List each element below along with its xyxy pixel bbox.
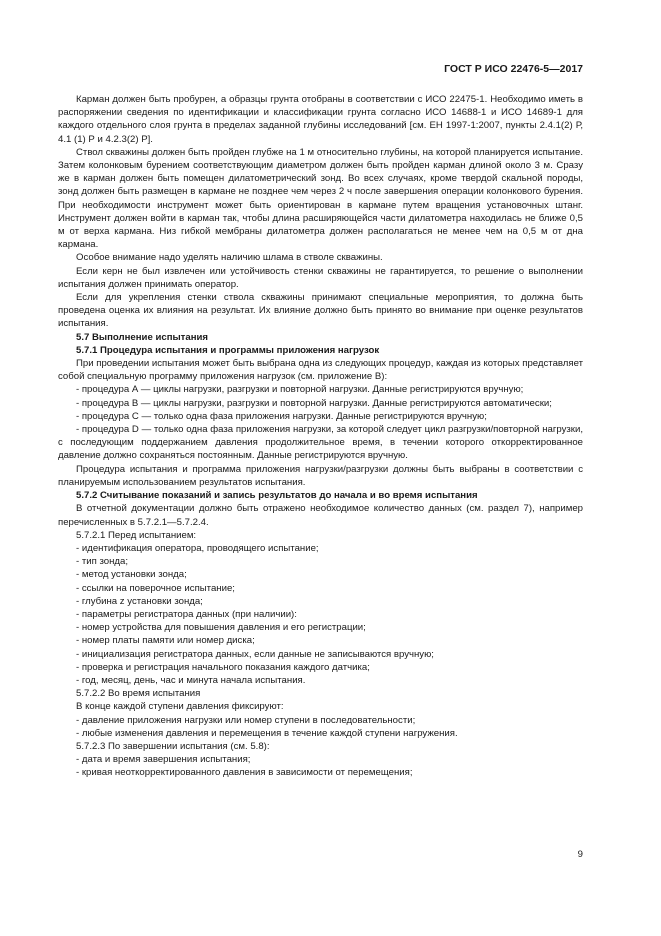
paragraph: Если для укрепления стенки ствола скважины принимают специальные мероприятия, то должна быть проведена оценка их влияния на результат. Их влияние должно быть принято во внимание при оценке результатов испытания. xyxy=(58,292,583,330)
paragraph: Процедура испытания и программа приложения нагрузки/разгрузки должны быть выбраны в соответствии с планируемым использованием результатов испытания. xyxy=(58,463,583,488)
list-item: - глубина z установки зонда; xyxy=(76,595,203,607)
procedure-item: - процедура А — циклы нагрузки, разгрузки и повторной нагрузки. Данные регистрируются вручную; xyxy=(76,384,524,396)
subsection-heading: 5.7.2 Считывание показаний и запись результатов до начала и во время испытания xyxy=(76,490,478,502)
list-item: - тип зонда; xyxy=(76,556,128,568)
list-item: - идентификация оператора, проводящего испытание; xyxy=(76,542,319,554)
clause-label: 5.7.2.3 По завершении испытания (см. 5.8): xyxy=(76,740,270,752)
paragraph: Ствол скважины должен быть пройден глубже на 1 м относительно глубины, на которой планируется испытание. Затем колонковым бурением соответствующим диаметром должен быть пройден карман длиной около 3 м. Сразу же в карман должен быть помещен дилатометрический зонд. Во всех случаях, кроме твердой скальной породы, зонд должен быть размещен в кармане не позднее чем через 2 ч после завершения операции колонкового бурения. При необходимости инструмент может быть ориентирован в кармане путем вращения установочных штанг. Инструмент должен войти в карман так, чтобы длина расширяющейся части дилатометра находилась не ближе 0,5 м от верха кармана. Низ гибкой мембраны дилатометра должен располагаться не менее чем на 0,5 м от дна кармана. xyxy=(58,146,583,251)
paragraph: Если керн не был извлечен или устойчивость стенки скважины не гарантируется, то решение о выполнении испытания должен принимать оператор. xyxy=(58,265,583,290)
paragraph: Карман должен быть пробурен, а образцы грунта отобраны в соответствии с ИСО 22475-1. Необходимо иметь в распоряжении сведения по идентификации и классификации грунта согласно ИСО 14688-1 и ИСО 14689-1 для каждого отдельного слоя грунта в пределах заданной глубины исследований [см. ЕН 1997-1:2007, пункты 2.4.1(2) Р, 4.1 (1) Р и 4.2.3(2) Р]. xyxy=(58,94,583,145)
section-heading: 5.7 Выполнение испытания xyxy=(76,331,209,343)
list-item: - метод установки зонда; xyxy=(76,569,187,581)
list-item: - номер платы памяти или номер диска; xyxy=(76,635,255,647)
procedure-item: - процедура В — циклы нагрузки, разгрузки и повторной нагрузки. Данные регистрируются автоматически; xyxy=(76,397,552,409)
list-item: - давление приложения нагрузки или номер ступени в последовательности; xyxy=(76,714,416,726)
list-item: - дата и время завершения испытания; xyxy=(76,754,251,766)
paragraph: В конце каждой ступени давления фиксируют: xyxy=(76,701,284,713)
paragraph: В отчетной документации должно быть отражено необходимое количество данных (см. раздел 7), например перечисленных в 5.7.2.1—5.7.2.4. xyxy=(58,503,583,528)
paragraph: Особое внимание надо уделять наличию шлама в стволе скважины. xyxy=(76,252,383,264)
procedure-item: - процедура D — только одна фаза приложения нагрузки, за которой следует цикл разгрузки/повторной нагрузки, с последующим поддержанием давления продолжительное время, в течении которого откорректированное давление должно сохраняться постоянным. Данные регистрируются вручную. xyxy=(58,424,583,462)
list-item: - любые изменения давления и перемещения в течение каждой ступени нагружения. xyxy=(76,727,458,739)
page-number: 9 xyxy=(577,849,583,860)
subsection-heading: 5.7.1 Процедура испытания и программы приложения нагрузок xyxy=(76,344,380,356)
clause-label: 5.7.2.1 Перед испытанием: xyxy=(76,529,197,541)
list-item: - инициализация регистратора данных, если данные не записываются вручную; xyxy=(76,648,434,660)
list-item: - проверка и регистрация начального показания каждого датчика; xyxy=(76,661,370,673)
list-item: - номер устройства для повышения давления и его регистрации; xyxy=(76,622,366,634)
list-item: - параметры регистратора данных (при наличии): xyxy=(76,608,297,620)
list-item: - ссылки на поверочное испытание; xyxy=(76,582,235,594)
list-item: - год, месяц, день, час и минута начала испытания. xyxy=(76,674,306,686)
document-header: ГОСТ Р ИСО 22476-5—2017 xyxy=(444,63,583,75)
list-item: - кривая неоткорректированного давления в зависимости от перемещения; xyxy=(76,767,413,779)
procedure-item: - процедура С — только одна фаза приложения нагрузки. Данные регистрируются вручную; xyxy=(76,410,487,422)
paragraph: При проведении испытания может быть выбрана одна из следующих процедур, каждая из которых представляет собой специальную программу приложения нагрузок (см. приложение В): xyxy=(58,358,583,383)
clause-label: 5.7.2.2 Во время испытания xyxy=(76,688,201,700)
document-body xyxy=(58,93,583,780)
